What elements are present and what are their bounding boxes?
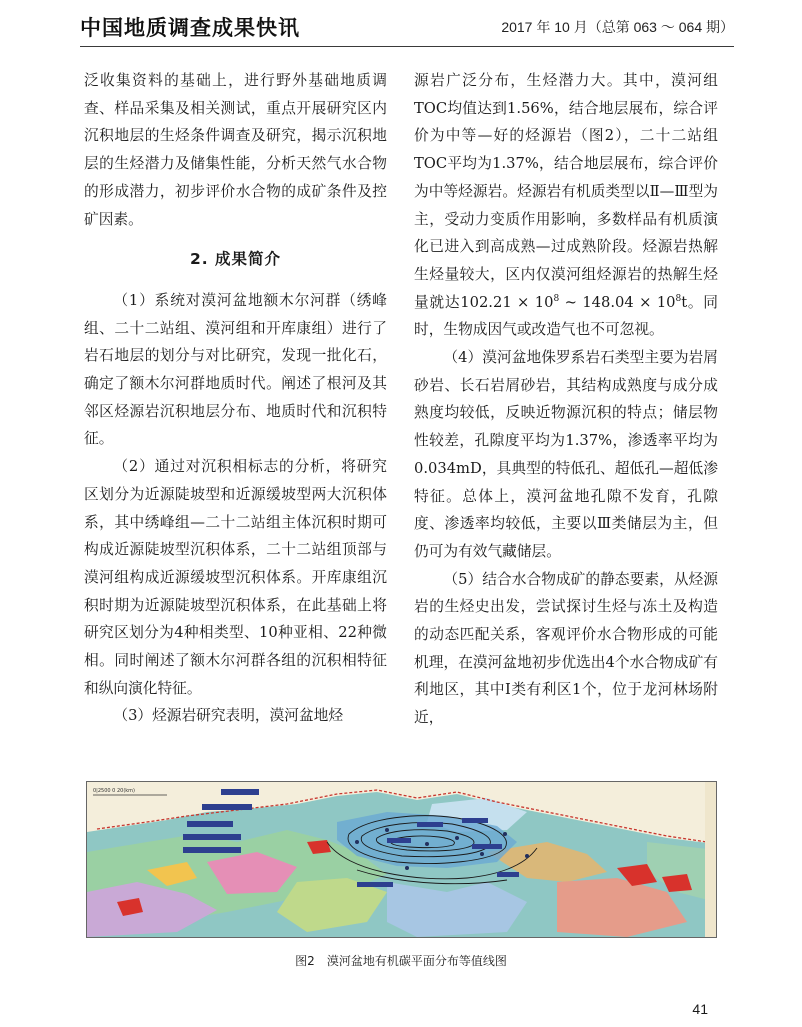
paragraph-5: （5）结合水合物成矿的静态要素，从烃源岩的生烃史出发，尝试探讨生烃与冻土及构造的动态匹配关系，客观评价水合物形成的可能机理，在漠河盆地初步优选出4个水合物成矿有利地区，其中Ⅰ类有利区1个，位于龙河林场附近， [414, 570, 718, 727]
right-column [414, 67, 718, 732]
left-column [84, 67, 387, 730]
figure-caption-text: 漠河盆地有机碳平面分布等值线图 [326, 954, 507, 968]
running-header [80, 12, 734, 42]
journal-title: 中国地质调查成果快讯 [80, 16, 300, 40]
section-title: 2. 成果简介 [189, 250, 282, 269]
issue-info: 2017 年 10 月（总第 063 ～ 064 期） [501, 19, 734, 35]
paragraph-intro: 泛收集资料的基础上，进行野外基础地质调查、样品采集及相关测试，重点开展研究区内沉积地层的生烃条件调查及研究，揭示沉积地层的生烃潜力及储集性能，分析天然气水合物的形成潜力，初步评价水合物的成矿条件及控矿因素。 [84, 72, 387, 228]
paragraph-4: （4）漠河盆地侏罗系岩石类型主要为岩屑砂岩、长石岩屑砂岩，其结构成熟度与成分成熟度均较低，反映近物源沉积的特点；储层物性较差，孔隙度平均为1.37%，渗透率平均为0.034mD，具典型的特低孔、超低孔—超低渗特征。总体上，漠河盆地孔隙不发育，孔隙度、渗透率均较低，主要以Ⅲ类储层为主，但仍可为有效气藏储层。 [414, 349, 718, 560]
page-number: 41 [692, 1001, 708, 1017]
figure-map [86, 781, 717, 938]
paragraph-2: （2）通过对沉积相标志的分析，将研究区划分为近源陡坡型和近源缓坡型两大沉积体系，其中绣峰组—二十二站组主体沉积时期可构成近源陡坡型沉积体系，二十二站组顶部与漠河组构成近源缓坡型沉积体系。开库康组沉积时期为近源陡坡型沉积体系，在此基础上将研究区划分为4种相类型、10种亚相、22种微相。同时阐述了额木尔河群各组的沉积相特征和纵向演化特征。 [84, 458, 387, 697]
header-rule [80, 46, 734, 47]
map-scale-label: 0|2500 0 20(km) [93, 788, 135, 794]
paragraph-1: （1）系统对漠河盆地额木尔河群（绣峰组、二十二站组、漠河组和开库康组）进行了岩石地层的划分与对比研究，发现一批化石，确定了额木尔河群地质时代。阐述了根河及其邻区烃源岩沉积地层分布、地质时代和沉积特征。 [84, 291, 387, 448]
figure-number: 图2 [295, 954, 315, 968]
geologic-map-graphic [87, 782, 716, 937]
paragraph-3-continued: 源岩广泛分布，生烃潜力大。其中，漠河组TOC均值达到1.56%，结合地层展布，综合评价为中等—好的烃源岩（图2），二十二站组TOC平均为1.37%，结合地层展布，综合评价为中等烃源岩。烃源岩有机质类型以Ⅱ—Ⅲ型为主，受动力变质作用影响，多数样品有机质演化已进入到高成熟—过成熟阶段。烃源岩热解生烃量较大，区内仅漠河组烃源岩的热解生烃量就达$102.21 \times 10^8$ ~ $148.04 \times 10^8t$。同时，生物成因气或改造气也不可忽视。 [414, 72, 718, 339]
figure-caption [0, 952, 802, 969]
paragraph-3-start: （3）烃源岩研究表明，漠河盆地烃 [113, 707, 344, 725]
